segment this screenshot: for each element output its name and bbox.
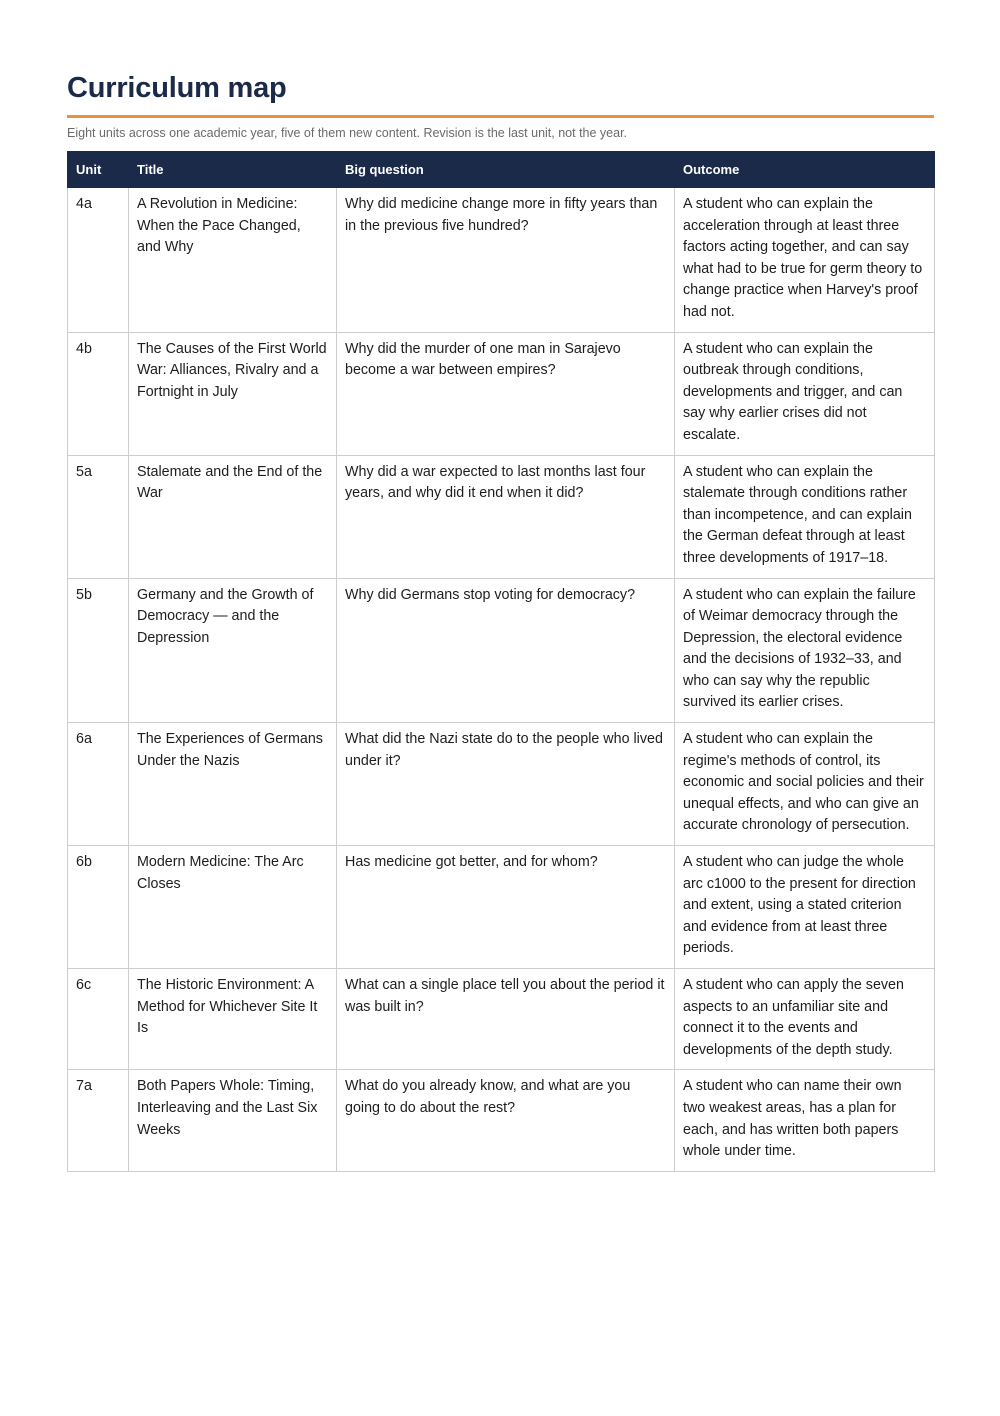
cell-unit: 4a: [68, 188, 129, 333]
curriculum-table: [67, 151, 935, 1172]
cell-question: Why did the murder of one man in Sarajevo become a war between empires?: [337, 332, 675, 455]
cell-title: Germany and the Growth of Democracy — and the Depression: [129, 578, 337, 723]
title-divider: [67, 115, 934, 118]
cell-question: What can a single place tell you about the period it was built in?: [337, 969, 675, 1070]
cell-question: What did the Nazi state do to the people who lived under it?: [337, 723, 675, 846]
header-title: Title: [129, 152, 337, 188]
cell-unit: 4b: [68, 332, 129, 455]
cell-unit: 6a: [68, 723, 129, 846]
table-row: [68, 1070, 935, 1171]
header-big-question: Big question: [337, 152, 675, 188]
cell-unit: 5b: [68, 578, 129, 723]
cell-unit: 6b: [68, 846, 129, 969]
cell-outcome: A student who can explain the regime's methods of control, its economic and social policies and their unequal effects, and who can give an accurate chronology of persecution.: [675, 723, 935, 846]
cell-unit: 5a: [68, 455, 129, 578]
page-subtitle: Eight units across one academic year, five of them new content. Revision is the last unit, not the year.: [67, 126, 628, 140]
cell-outcome: A student who can name their own two weakest areas, has a plan for each, and has written both papers whole under time.: [675, 1070, 935, 1171]
table-row: [68, 723, 935, 846]
cell-unit: 6c: [68, 969, 129, 1070]
cell-question: Why did medicine change more in fifty years than in the previous five hundred?: [337, 188, 675, 333]
table-row: [68, 455, 935, 578]
table-row: [68, 188, 935, 333]
cell-outcome: A student who can explain the acceleration through at least three factors acting together, and can say what had to be true for germ theory to change practice when Harvey's proof had not.: [675, 188, 935, 333]
cell-question: Has medicine got better, and for whom?: [337, 846, 675, 969]
table-header-row: [68, 152, 935, 188]
cell-outcome: A student who can explain the outbreak through conditions, developments and trigger, and can say why earlier crises did not escalate.: [675, 332, 935, 455]
table-row: [68, 846, 935, 969]
table-row: [68, 332, 935, 455]
header-outcome: Outcome: [675, 152, 935, 188]
cell-outcome: A student who can apply the seven aspects to an unfamiliar site and connect it to the events and developments of the depth study.: [675, 969, 935, 1070]
table-row: [68, 578, 935, 723]
cell-title: The Causes of the First World War: Alliances, Rivalry and a Fortnight in July: [129, 332, 337, 455]
cell-title: Both Papers Whole: Timing, Interleaving and the Last Six Weeks: [129, 1070, 337, 1171]
cell-title: Stalemate and the End of the War: [129, 455, 337, 578]
cell-title: Modern Medicine: The Arc Closes: [129, 846, 337, 969]
cell-outcome: A student who can judge the whole arc c1000 to the present for direction and extent, using a stated criterion and evidence from at least three periods.: [675, 846, 935, 969]
cell-unit: 7a: [68, 1070, 129, 1171]
page-title: Curriculum map: [67, 72, 287, 104]
cell-outcome: A student who can explain the failure of Weimar democracy through the Depression, the electoral evidence and the decisions of 1932–33, and who can say why the republic survived its earlier crises.: [675, 578, 935, 723]
cell-question: What do you already know, and what are you going to do about the rest?: [337, 1070, 675, 1171]
cell-question: Why did Germans stop voting for democracy?: [337, 578, 675, 723]
cell-outcome: A student who can explain the stalemate through conditions rather than incompetence, and can explain the German defeat through at least three developments of 1917–18.: [675, 455, 935, 578]
cell-question: Why did a war expected to last months last four years, and why did it end when it did?: [337, 455, 675, 578]
header-unit: Unit: [68, 152, 129, 188]
cell-title: The Experiences of Germans Under the Nazis: [129, 723, 337, 846]
table-row: [68, 969, 935, 1070]
cell-title: A Revolution in Medicine: When the Pace Changed, and Why: [129, 188, 337, 333]
document-page: [67, 0, 934, 1172]
cell-title: The Historic Environment: A Method for Whichever Site It Is: [129, 969, 337, 1070]
